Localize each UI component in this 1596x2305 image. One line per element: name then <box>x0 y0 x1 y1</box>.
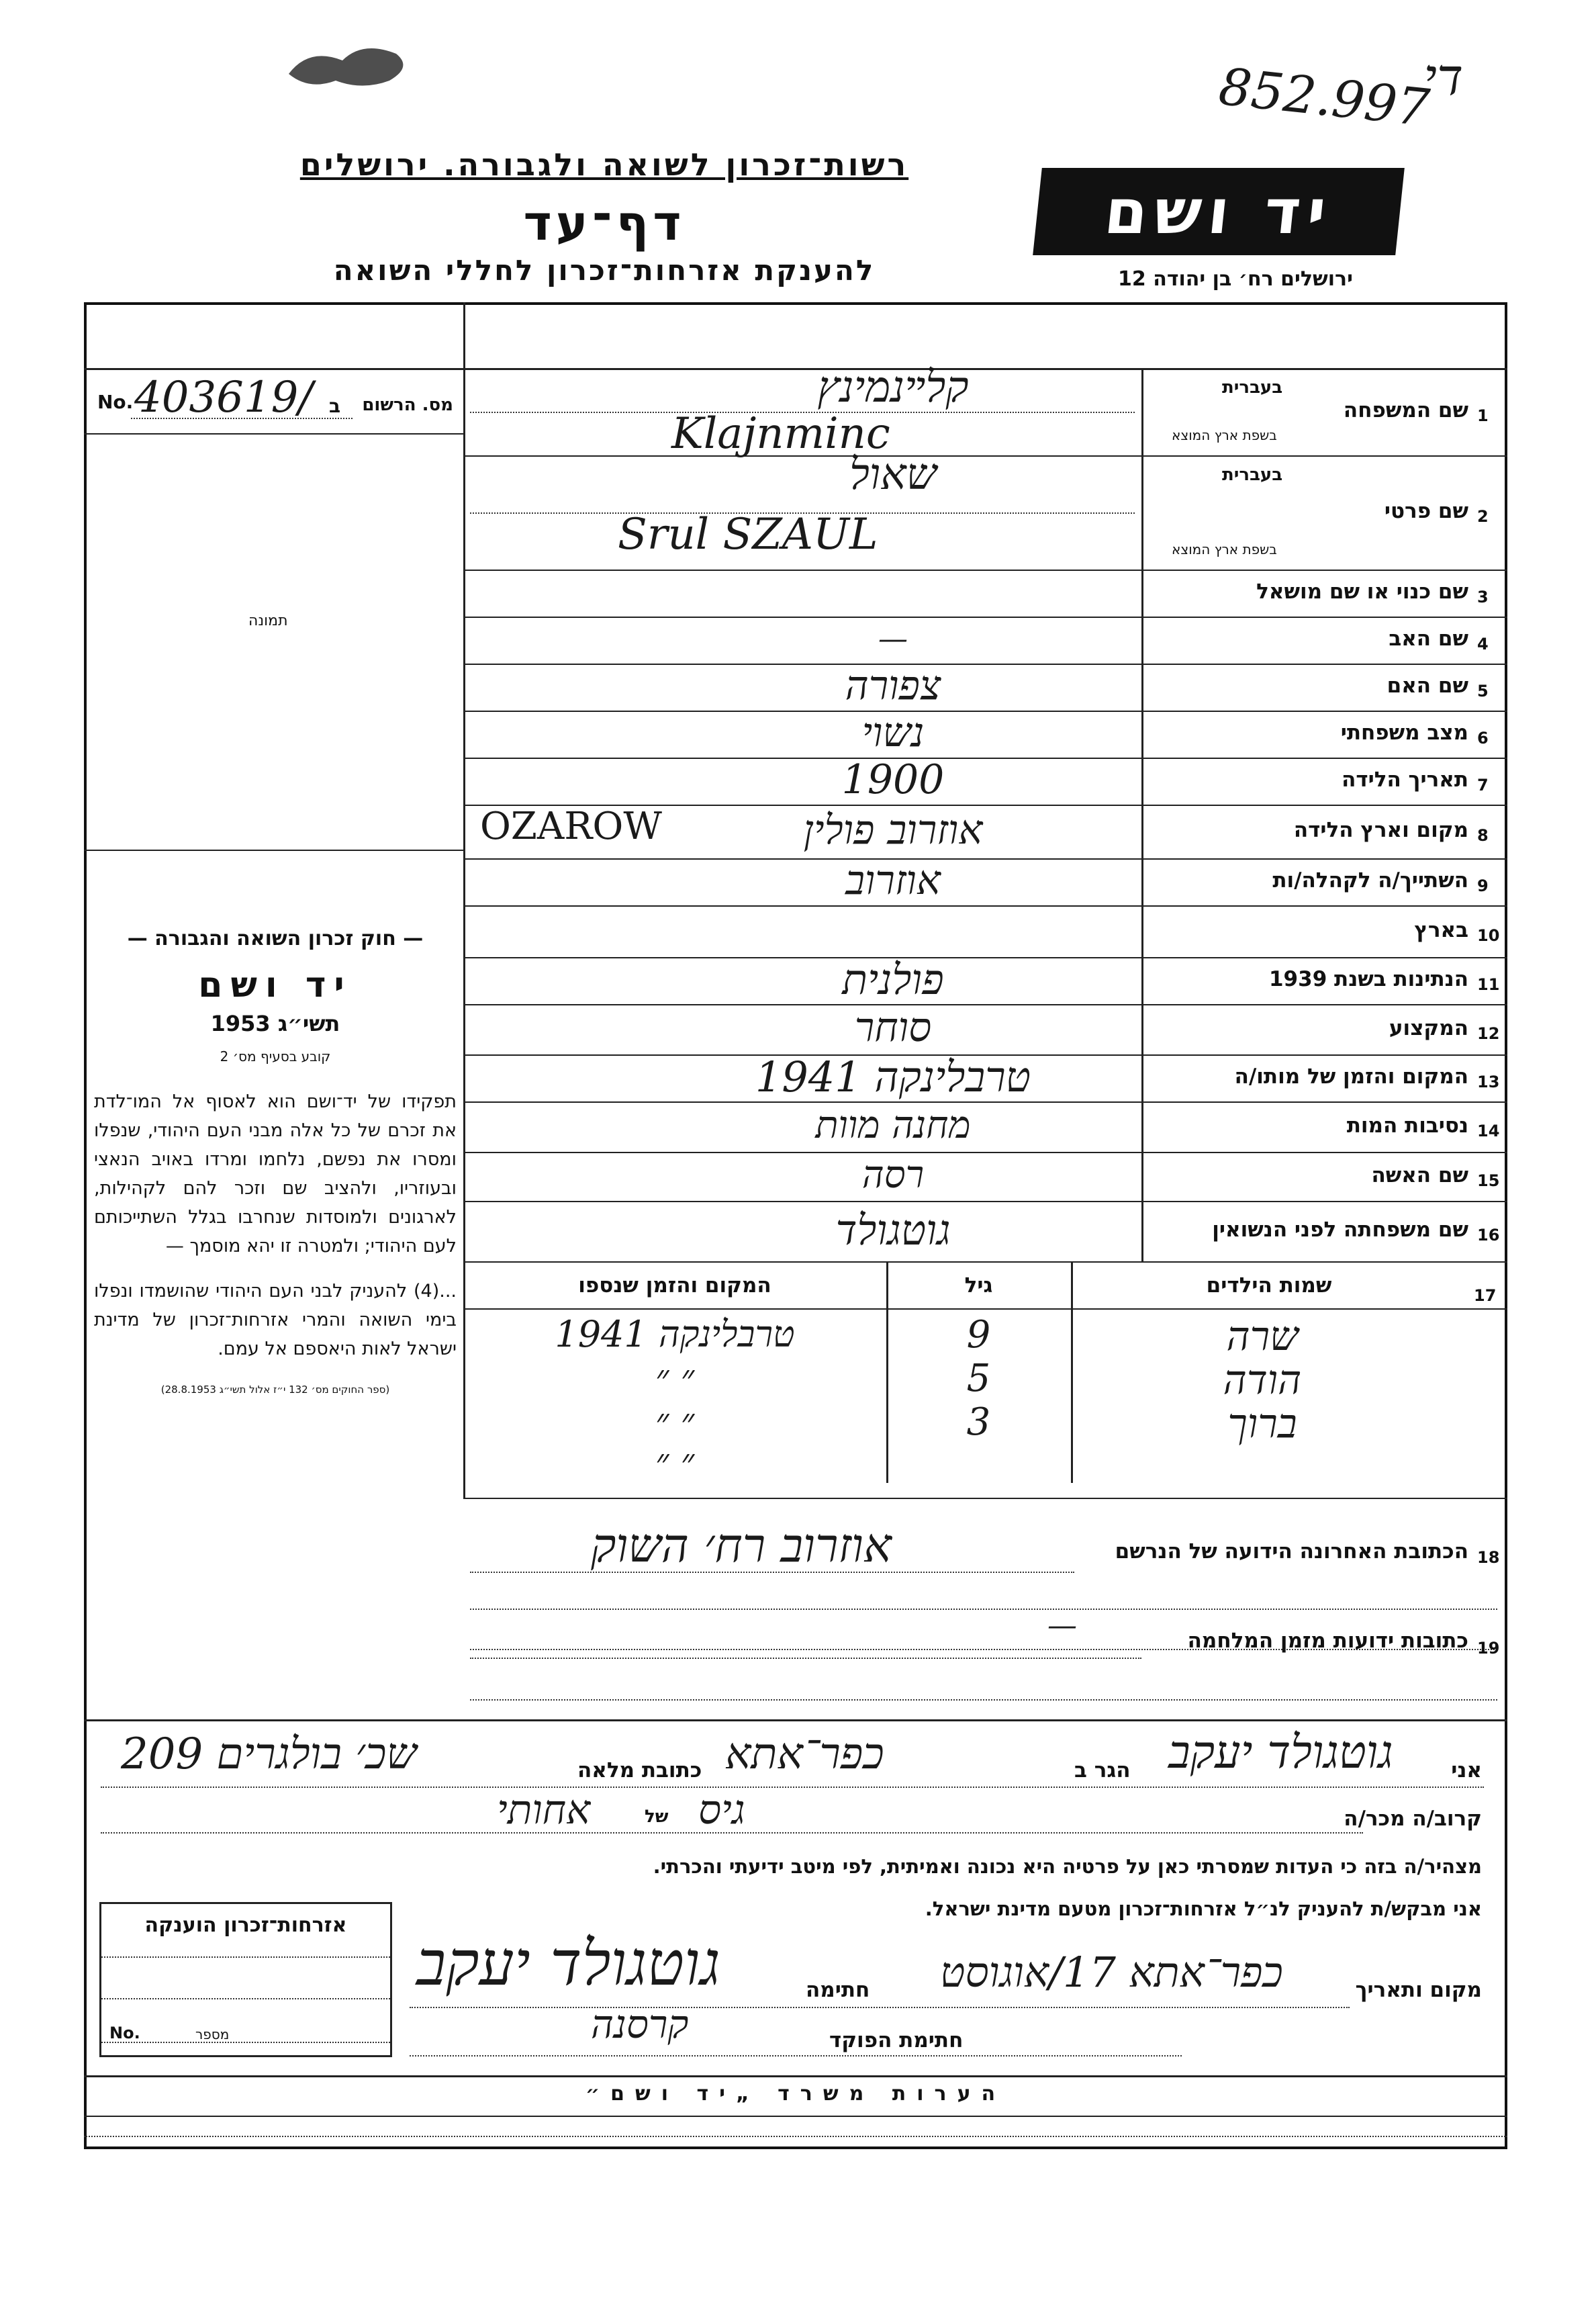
field-number-10: 10 <box>1477 925 1500 945</box>
ink-blot-decoration <box>282 34 416 94</box>
field-2-value-latin: Srul SZAUL <box>618 510 878 559</box>
place-date-value: כפר־אתא 17/אוגוסט <box>940 1948 1283 1997</box>
form-subtitle: להענקת אזרחות־זכרון לחללי השואה <box>333 254 876 287</box>
field-2-value: שאול <box>849 450 937 500</box>
field-11-value: פולנית <box>842 954 944 1004</box>
law-section: קובע בסעיף מס׳ 2 <box>220 1048 331 1065</box>
law-year: תשי״ג 1953 <box>210 1011 340 1036</box>
field-3-label: שם כנוי או שם מושאל <box>1256 580 1468 604</box>
field-14-value: מחנה מוות <box>815 1103 971 1147</box>
field-11-label: הנתינות בשנת 1939 <box>1268 967 1468 991</box>
field-2-sub-hebrew: בעברית <box>1222 465 1283 485</box>
field-10-label: בארץ <box>1414 917 1468 942</box>
corner-mark: די <box>1423 47 1464 107</box>
field-number-1: 1 <box>1477 406 1489 425</box>
field-number-3: 3 <box>1477 588 1489 606</box>
award-box-title: אזרחות־זכרון הוענקה <box>144 1913 347 1937</box>
declaration-statement-2: אני מבקש/ת להעניק לנ״ל אזרחות־זכרון מטעם מדינת ישראל. <box>925 1897 1482 1920</box>
field-13-label: המקום והזמן של מותו/ה <box>1234 1065 1468 1089</box>
law-title: — חוק זכרון השואה והגבורה — <box>127 927 424 950</box>
field-number-2: 2 <box>1477 507 1489 526</box>
field-number-14: 14 <box>1477 1121 1500 1140</box>
field-14-label: נסיבות המות <box>1346 1113 1468 1138</box>
field-16-label: שם משפחתה לפני הנשואין <box>1212 1218 1468 1242</box>
place-date-label: מקום ותאריך <box>1355 1978 1482 2002</box>
field-19-label: כתובות ידועות מזמן המלחמה <box>1187 1629 1468 1653</box>
child-4-place: ״ ״ <box>655 1441 695 1483</box>
field-8-value-latin: OZAROW <box>480 805 662 848</box>
declaration-address-value: שכ׳ בולגרים 209 <box>121 1729 417 1779</box>
field-4-value: — <box>878 621 908 656</box>
child-1-age: 9 <box>966 1313 991 1357</box>
field-1-sub-origin: בשפת ארץ המוצא <box>1172 427 1277 443</box>
field-13-value: טרבלינקה 1941 <box>755 1052 1031 1101</box>
archive-number: 852.997 <box>1216 56 1433 138</box>
field-15-value: רסה <box>861 1152 925 1197</box>
field-number-18: 18 <box>1477 1548 1500 1567</box>
signature-label: חתימה <box>806 1978 870 2002</box>
field-1-sub-hebrew: בעברית <box>1222 377 1283 398</box>
child-3-age: 3 <box>966 1400 991 1444</box>
field-2-label: שם פרטי <box>1384 499 1468 523</box>
field-number-15: 15 <box>1477 1171 1500 1190</box>
declaration-address-label: כתובת מלאה <box>577 1758 702 1782</box>
comments-label: הערות משרד „יד ושם״ <box>585 2082 1006 2106</box>
signature-value: גוטגולד יעקב <box>416 1928 720 1999</box>
field-number-4: 4 <box>1477 635 1489 653</box>
registration-label: מס. הרשום <box>362 395 453 415</box>
child-1-name: שרה <box>1226 1313 1299 1360</box>
field-8-label: מקום וארץ הלידה <box>1293 818 1468 842</box>
children-header-names: שמות הילדים <box>1206 1273 1332 1298</box>
declaration-resides-value: כפר־אתא <box>725 1729 884 1779</box>
law-paragraph-2: ...(4) להעניק לבני העם היהודי שהושמדו ונפלו בימי השואה והמרי אזרחות־זכרון של מדינת ישראל לאות היאספם אל עמם. <box>94 1281 457 1359</box>
declaration-ani-value: גוטגולד יעקב <box>1168 1726 1393 1779</box>
field-12-label: המקצוע <box>1389 1015 1468 1040</box>
field-number-7: 7 <box>1477 776 1489 795</box>
field-7-value: 1900 <box>841 756 945 803</box>
officer-signature-value: קרסנה <box>591 2001 689 2047</box>
field-2-sub-origin: בשפת ארץ המוצא <box>1172 541 1277 557</box>
authority-title: רשות־זכרון לשואה ולגבורה. ירושלים <box>299 146 909 183</box>
award-box <box>99 1902 392 2057</box>
field-1-value-latin: Klajnminc <box>671 409 890 459</box>
child-3-place: ״ ״ <box>655 1400 695 1443</box>
field-7-label: תאריך הלידה <box>1342 768 1468 792</box>
child-3-name: ברוך <box>1227 1400 1297 1447</box>
form-title: דף־עד <box>523 195 686 251</box>
officer-signature-label: חתימת הפוקד <box>829 2028 964 2052</box>
field-16-value: גוטגולד <box>835 1205 951 1255</box>
field-4-label: שם האב <box>1389 627 1468 651</box>
field-number-17: 17 <box>1474 1286 1497 1305</box>
field-6-value: נשוי <box>861 709 925 756</box>
registration-letter: ב <box>329 395 341 417</box>
law-name: יד ושם <box>198 965 353 1005</box>
field-number-5: 5 <box>1477 682 1489 700</box>
address: ירושלים רח׳ בן יהודה 12 <box>1118 267 1353 291</box>
law-paragraph-1: תפקידו של יד־ושם הוא לאסוף אל המו־לדת את זכרם של כל אלה מבני העם היהודי, שנפלו ומסרו את נפשם, נלחמו ומרדו באויב הנאצי ובעוזריו, ולהציב שם וזכר להם לקהילות, לארגונים ולמוסדות שנחרבו בגלל השתייכותם לעם היהודי; ולמטרה זו יהא מוסמך — <box>94 1091 457 1257</box>
declaration-statement-1: מצהיר/ה בזה כי העדות שמסרתי כאן על פרטיה היא נכונה ואמיתית, לפי מיטב ידיעתי והכרתי. <box>653 1855 1482 1878</box>
field-number-16: 16 <box>1477 1226 1500 1245</box>
law-citation: (ספר החוקים מס׳ 132 י״ז אלול תשי״ג 28.8.1953) <box>160 1384 390 1396</box>
registration-value: 403619/ <box>134 373 313 422</box>
field-9-value: אוזרוב <box>845 856 941 904</box>
declaration-relation-label: קרוב/ה מכר/ה <box>1344 1807 1482 1831</box>
field-1-label: שם המשפחה <box>1343 398 1468 422</box>
field-12-value: סוחר <box>854 1004 932 1052</box>
field-18-label: הכתובת האחרונה הידועה של הנרשם <box>1115 1539 1468 1564</box>
declaration-ani-label: אני <box>1451 1758 1482 1782</box>
children-header-place: המקום והזמן שנספו <box>578 1273 771 1298</box>
field-19-value: — <box>1047 1609 1077 1643</box>
field-number-9: 9 <box>1477 876 1489 895</box>
photo-label: תמונה <box>248 613 288 629</box>
field-8-value: אוזרוב פולין <box>803 806 983 854</box>
field-1-value: קלײנמינץ <box>817 363 969 412</box>
field-5-label: שם האם <box>1387 674 1468 698</box>
field-number-12: 12 <box>1477 1024 1500 1043</box>
child-2-age: 5 <box>966 1357 991 1400</box>
child-1-place: טרבלינקה 1941 <box>555 1313 795 1355</box>
declaration-of-label: של <box>645 1807 669 1827</box>
declaration-relation-value: גיס <box>698 1787 745 1834</box>
children-header-age: גיל <box>964 1273 993 1298</box>
field-9-label: השתייך/ה לקהלה/ות <box>1272 868 1468 893</box>
registration-block <box>94 373 457 430</box>
field-number-11: 11 <box>1477 975 1500 994</box>
child-2-place: ״ ״ <box>655 1357 695 1399</box>
field-6-label: מצב משפחתי <box>1340 721 1468 745</box>
field-number-13: 13 <box>1477 1073 1500 1091</box>
field-number-8: 8 <box>1477 826 1489 845</box>
yad-vashem-logo <box>1033 168 1405 255</box>
field-18-value: אוזרוב רח׳ השוק <box>591 1518 892 1573</box>
field-number-6: 6 <box>1477 729 1489 748</box>
registration-no-label: No. <box>97 391 134 413</box>
award-box-number-label: מספר <box>195 2026 230 2042</box>
field-number-19: 19 <box>1477 1639 1500 1658</box>
child-2-name: הודה <box>1223 1357 1302 1404</box>
field-5-value: צפורה <box>845 662 941 709</box>
law-box <box>94 927 457 1504</box>
declaration-of-value: אחותי <box>497 1787 591 1834</box>
declaration-resides-label: הגר ב <box>1074 1758 1131 1782</box>
logo-text: יד ושם <box>1101 175 1336 248</box>
field-15-label: שם האשה <box>1371 1163 1468 1187</box>
award-box-no-label: No. <box>109 2024 140 2042</box>
